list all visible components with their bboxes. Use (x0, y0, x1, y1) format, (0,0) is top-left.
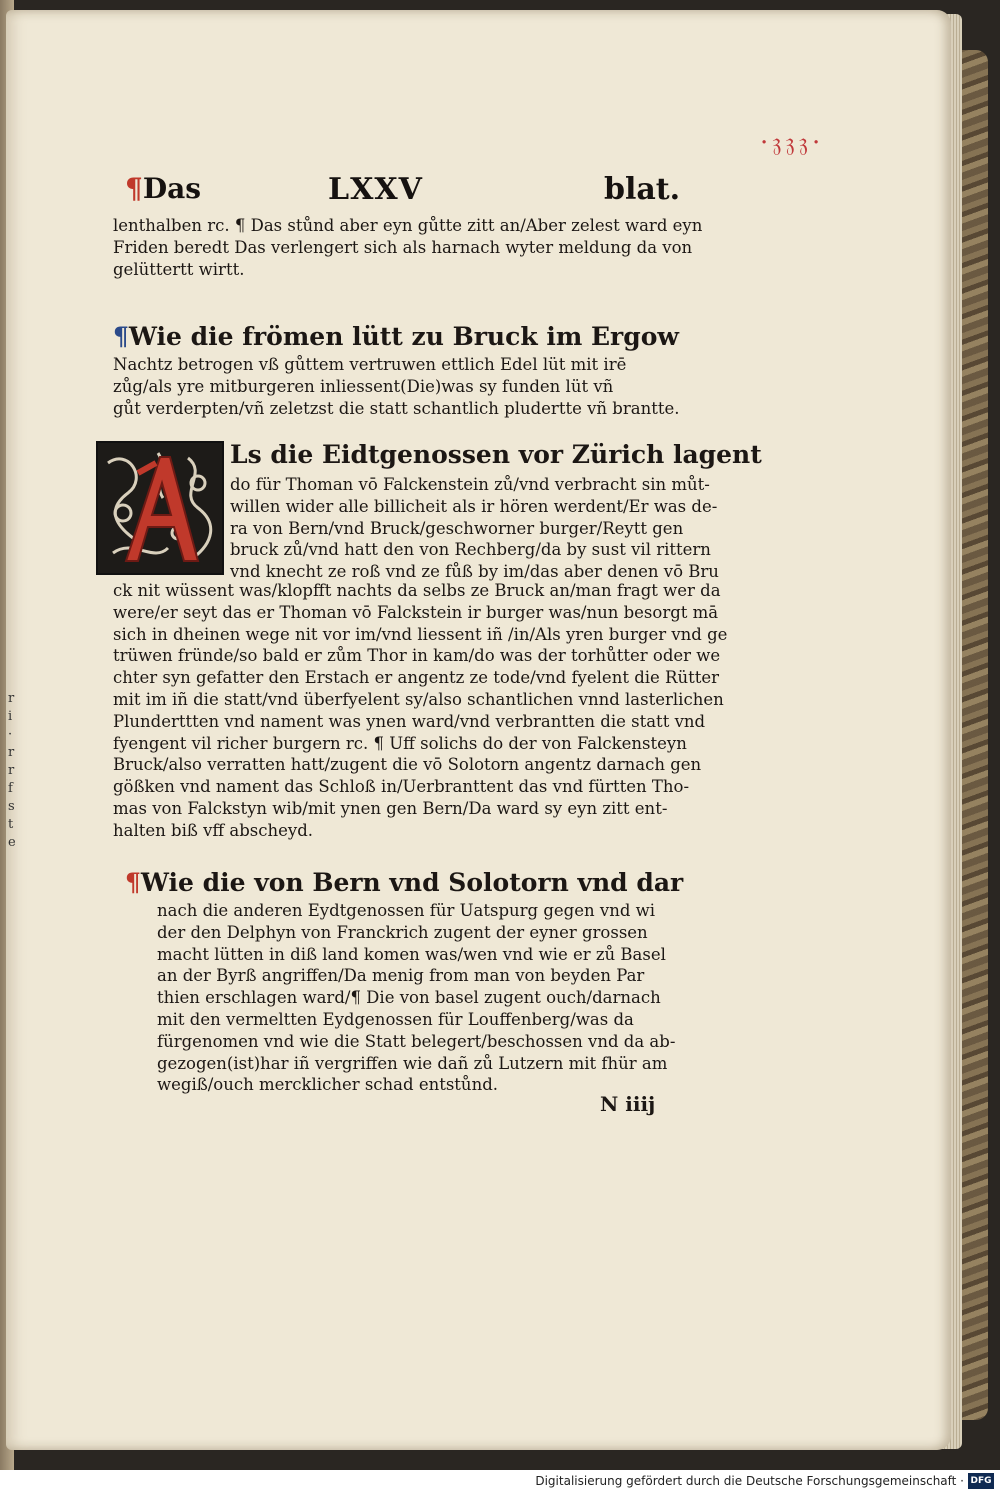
text-line: ck nit wüssent was/klopfft nachts da selbs ze Bruck an/man fragt wer da (113, 581, 721, 600)
text-line: vnd knecht ze roß vnd ze fůß by im/das aber denen vō Bru (230, 562, 719, 582)
text-line: bruck zů/vnd hatt den von Rechberg/da by sust vil rittern (230, 540, 711, 560)
heading-text: Wie die von Bern vnd Solotorn vnd dar (140, 868, 684, 897)
text-line: Bruck/also verratten hatt/zugent die vō Solotorn angentz darnach gen (113, 755, 702, 775)
footer-credit: Digitalisierung gefördert durch die Deutsche Forschungsgemeinschaft · (535, 1474, 964, 1488)
chapter-opening-side-text (230, 474, 719, 583)
left-margin-marks: r i · r r f s t e (8, 691, 16, 850)
text-line: do für Thoman vō Falckenstein zů/vnd verbracht sin můt- (230, 475, 710, 494)
text-line: willen wider alle billicheit als ir hören werdent/Er was de- (230, 496, 718, 516)
chapter-summary-bern (157, 900, 717, 1096)
text-line: mit den vermeltten Eydgenossen für Louffenberg/was da (157, 1009, 634, 1029)
chapter-heading-bruck (113, 320, 713, 354)
running-head-left: ¶Das (125, 172, 202, 205)
text-line: nach die anderen Eydtgenossen für Uatspurg gegen vnd wi (157, 901, 656, 920)
text-line: sich in dheinen wege nit vor im/vnd liessent iñ /in/Als yren burger vnd ge (113, 624, 728, 644)
signature-mark: N iiij (600, 1092, 656, 1116)
text-line: fyengent vil richer burgern rc. ¶ Uff solichs do der von Falckensteyn (113, 733, 687, 753)
text-line: ra von Bern/vnd Bruck/geschworner burger/Reytt gen (230, 518, 684, 538)
pilcrow-icon: ¶ (113, 322, 129, 351)
folio-mark: ·𝔷𝔷𝔷· (760, 128, 825, 158)
text-line: an der Byrß angriffen/Da menig from man von beyden Par (157, 966, 645, 986)
chapter-opening-heading: Ls die Eidtgenossen vor Zürich lagent (230, 440, 762, 469)
footer-bar (0, 1470, 1000, 1493)
text-line: gůt verderpten/vñ zeletzst die statt schantlich pludertte vñ brantte. (113, 398, 680, 418)
chapter-summary-bruck (113, 354, 713, 419)
dfg-logo: DFG (968, 1473, 994, 1489)
text-line: mas von Falckstyn wib/mit ynen gen Bern/Da ward sy eyn zitt ent- (113, 798, 668, 818)
text-line: gößken vnd nament das Schloß in/Uerbranttent das vnd fürtten Tho- (113, 777, 690, 797)
decorated-initial-a (96, 441, 224, 575)
text-line: Plunderttten vnd nament was ynen ward/vnd verbrantten die statt vnd (113, 711, 706, 731)
running-head-number: LXXV (328, 172, 423, 207)
text-line: chter syn gefatter den Erstach er angentz ze tode/vnd fyelent die Rütter (113, 668, 720, 688)
text-line: lenthalben rc. ¶ Das stůnd aber eyn gůtte zitt an/Aber zelest ward eyn (113, 216, 703, 235)
chapter-heading-bern (125, 866, 725, 900)
running-head-right: blat. (604, 172, 681, 207)
text-line: fürgenomen vnd wie die Statt belegert/beschossen vnd da ab- (157, 1031, 676, 1051)
paragraph-intro (113, 215, 713, 280)
text-line: Nachtz betrogen vß gůttem vertruwen ettlich Edel lüt mit irē (113, 355, 627, 374)
pilcrow-icon: ¶ (125, 868, 141, 897)
text-line: gelüttertt wirtt. (113, 259, 245, 279)
text-line: mit im iñ die statt/vnd überfyelent sy/also schantlichen vnnd lasterlichen (113, 689, 724, 709)
chapter-body-text (113, 580, 728, 842)
text-line: zůg/als yre mitburgeren inliessent(Die)was sy funden lüt vñ (113, 376, 614, 396)
text-line: thien erschlagen ward/¶ Die von basel zugent ouch/darnach (157, 988, 661, 1008)
text-line: macht lütten in diß land komen was/wen vnd wie er zů Basel (157, 944, 666, 964)
heading-text: Wie die frömen lütt zu Bruck im Ergow (128, 322, 679, 351)
text-line: were/er seyt das er Thoman vō Falckstein ir burger was/nun besorgt mā (113, 602, 719, 622)
text-line: Friden beredt Das verlengert sich als harnach wyter meldung da von (113, 237, 693, 257)
text-line: halten biß vff abscheyd. (113, 820, 314, 840)
text-line: gezogen(ist)har iñ vergriffen wie dañ zů Lutzern mit fhür am (157, 1053, 668, 1073)
text-line: der den Delphyn von Franckrich zugent der eyner grossen (157, 922, 648, 942)
text-line: wegiß/ouch mercklicher schad entstůnd. (157, 1075, 498, 1095)
pilcrow-icon: ¶ (125, 172, 143, 205)
text-line: trüwen fründe/so bald er zům Thor in kam/do was der torhůtter oder we (113, 646, 721, 666)
